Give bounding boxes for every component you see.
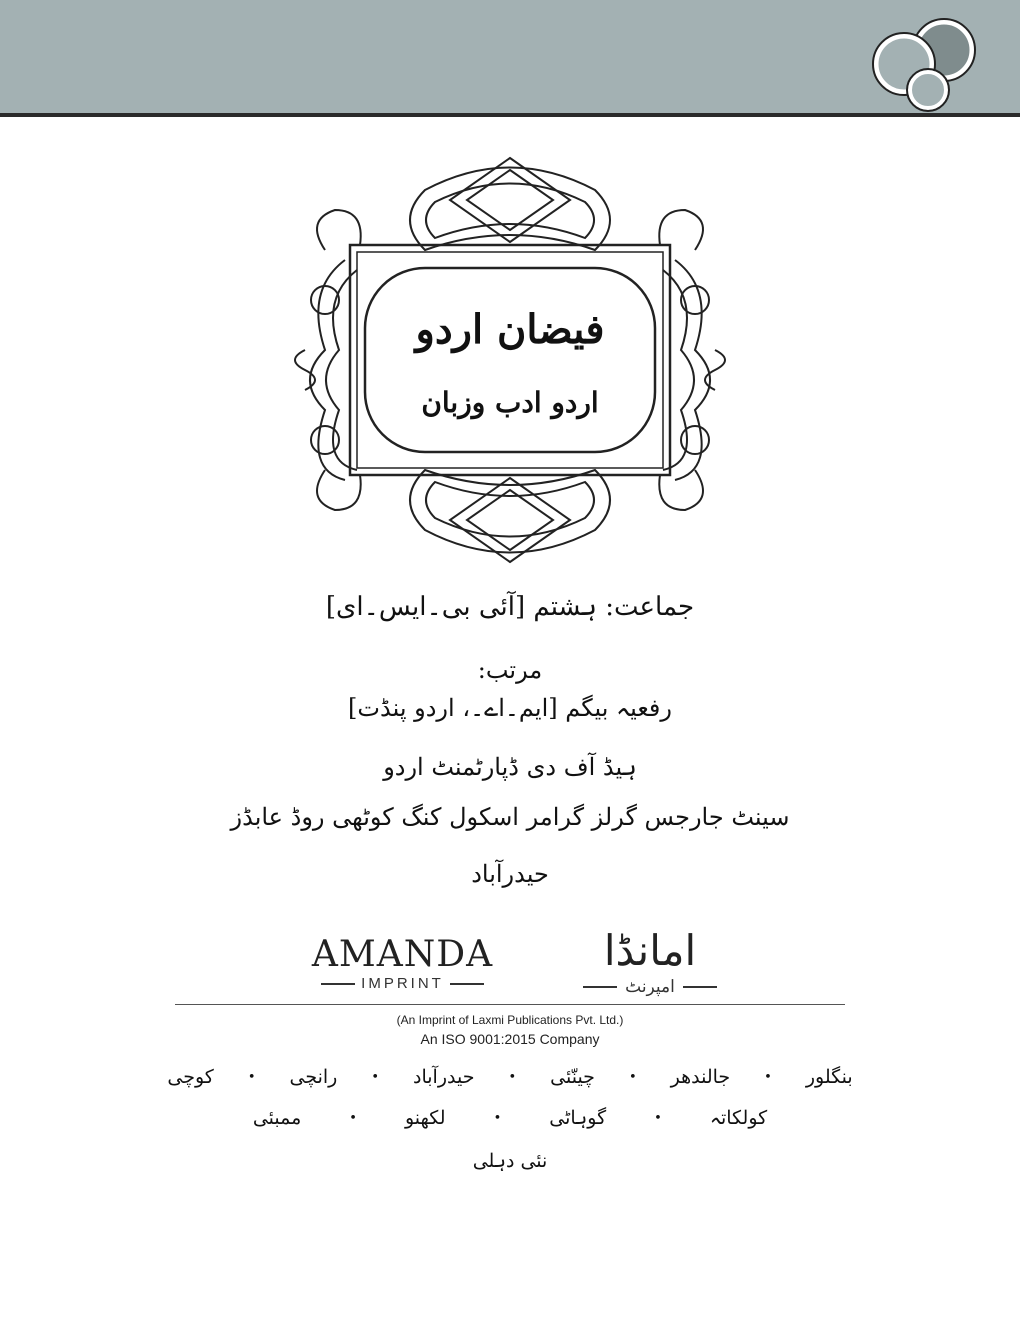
city-name: حیدرآباد (471, 860, 549, 888)
logo-en-sub: IMPRINT (361, 975, 444, 992)
city-item: نئی دہلی (472, 1150, 548, 1172)
publisher-logo-urdu (565, 925, 735, 997)
bullet-separator: • (493, 1110, 502, 1126)
city-item: جالندھر (670, 1066, 731, 1088)
compiler-label: مرتب: (477, 656, 543, 684)
divider (450, 983, 484, 985)
city-item: گوہاٹی (549, 1107, 607, 1129)
book-subtitle: اردو ادب وزبان (421, 386, 599, 419)
ornamental-frame-icon (285, 150, 735, 570)
logo-ur-sub: امپرنٹ (625, 977, 675, 997)
bullet-separator: • (508, 1069, 517, 1085)
compiler-name: رفعیہ بیگم [ایم۔اے۔، اردو پنڈت] (348, 694, 672, 722)
cities-row-1 (0, 1066, 1020, 1088)
city-item: کوچی (167, 1066, 214, 1088)
cities-row-2 (0, 1107, 1020, 1129)
logo-en-name: AMANDA (311, 934, 494, 975)
logo-ur-name: امانڈا (603, 926, 697, 975)
bullet-separator: • (247, 1069, 256, 1085)
cities-row-3 (0, 1150, 1020, 1172)
imprint-note: (An Imprint of Laxmi Publications Pvt. Ltd.) (396, 1013, 624, 1027)
city-item: کولکاتہ (709, 1107, 768, 1129)
publisher-logo-english (305, 935, 500, 992)
school-name: سینٹ جارجس گرلز گرامر اسکول کنگ کوٹھی روڈ عابڈز (230, 803, 790, 831)
class-line: جماعت: ہشتم [آئی بی۔ایس۔ای] (325, 592, 695, 622)
book-title: فیضان اردو (415, 306, 605, 353)
logo-ur-subline (565, 977, 735, 997)
iso-note: An ISO 9001:2015 Company (420, 1031, 600, 1047)
city-item: رانچی (289, 1066, 338, 1088)
divider (583, 986, 617, 988)
overlapping-circles-icon (864, 14, 984, 114)
city-item: حیدرآباد (413, 1066, 475, 1088)
city-item: بنگلور (805, 1066, 853, 1088)
divider (683, 986, 717, 988)
bullet-separator: • (654, 1110, 662, 1126)
city-item: ممبئی (252, 1107, 302, 1129)
bullet-separator: • (764, 1069, 772, 1085)
bullet-separator: • (349, 1110, 357, 1126)
divider (321, 983, 355, 985)
horizontal-rule (175, 1004, 845, 1005)
logo-en-subline (305, 975, 500, 992)
compiler-role: ہیڈ آف دی ڈپارٹمنٹ اردو (383, 753, 637, 781)
bullet-separator: • (371, 1069, 380, 1085)
bullet-separator: • (628, 1069, 637, 1085)
city-item: لکھنو (404, 1107, 446, 1129)
header-band (0, 0, 1020, 117)
city-item: چینّئی (550, 1066, 595, 1088)
